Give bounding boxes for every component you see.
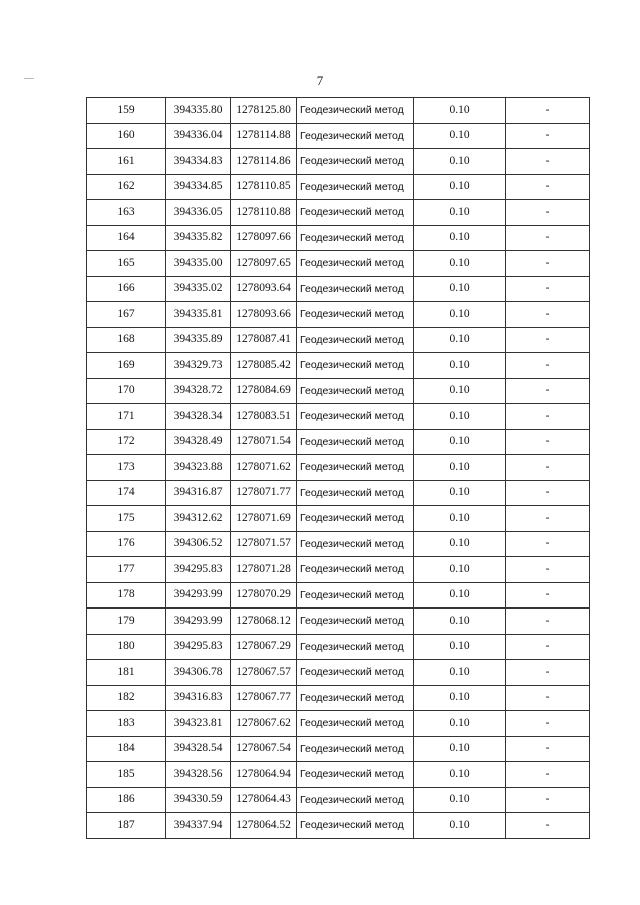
method-cell: Геодезический метод	[297, 608, 414, 634]
point-number-cell: 184	[87, 736, 166, 762]
table-row	[87, 276, 590, 302]
table-row	[87, 787, 590, 813]
note-cell: -	[506, 711, 590, 737]
table-row	[87, 762, 590, 788]
y-coordinate-cell: 1278114.86	[231, 149, 297, 175]
method-cell: Геодезический метод	[297, 660, 414, 686]
accuracy-cell: 0.10	[414, 660, 506, 686]
x-coordinate-cell: 394293.99	[166, 582, 231, 608]
x-coordinate-cell: 394336.05	[166, 200, 231, 226]
x-coordinate-cell: 394293.99	[166, 608, 231, 634]
point-number-cell: 166	[87, 276, 166, 302]
table-row	[87, 149, 590, 175]
point-number-cell: 168	[87, 327, 166, 353]
y-coordinate-cell: 1278071.77	[231, 480, 297, 506]
note-cell: -	[506, 251, 590, 277]
table-row	[87, 327, 590, 353]
point-number-cell: 171	[87, 404, 166, 430]
x-coordinate-cell: 394306.52	[166, 531, 231, 557]
method-cell: Геодезический метод	[297, 200, 414, 226]
table-row	[87, 225, 590, 251]
note-cell: -	[506, 685, 590, 711]
y-coordinate-cell: 1278067.29	[231, 634, 297, 660]
method-cell: Геодезический метод	[297, 429, 414, 455]
table-row	[87, 506, 590, 532]
x-coordinate-cell: 394316.87	[166, 480, 231, 506]
note-cell: -	[506, 736, 590, 762]
note-cell: -	[506, 378, 590, 404]
accuracy-cell: 0.10	[414, 557, 506, 583]
accuracy-cell: 0.10	[414, 251, 506, 277]
accuracy-cell: 0.10	[414, 762, 506, 788]
accuracy-cell: 0.10	[414, 480, 506, 506]
point-number-cell: 186	[87, 787, 166, 813]
x-coordinate-cell: 394328.49	[166, 429, 231, 455]
method-cell: Геодезический метод	[297, 225, 414, 251]
table-row	[87, 251, 590, 277]
accuracy-cell: 0.10	[414, 174, 506, 200]
accuracy-cell: 0.10	[414, 200, 506, 226]
y-coordinate-cell: 1278071.57	[231, 531, 297, 557]
accuracy-cell: 0.10	[414, 787, 506, 813]
accuracy-cell: 0.10	[414, 506, 506, 532]
x-coordinate-cell: 394335.00	[166, 251, 231, 277]
table-row	[87, 480, 590, 506]
x-coordinate-cell: 394335.80	[166, 98, 231, 124]
note-cell: -	[506, 98, 590, 124]
note-cell: -	[506, 149, 590, 175]
note-cell: -	[506, 174, 590, 200]
accuracy-cell: 0.10	[414, 327, 506, 353]
x-coordinate-cell: 394323.88	[166, 455, 231, 481]
x-coordinate-cell: 394329.73	[166, 353, 231, 379]
table-row	[87, 302, 590, 328]
method-cell: Геодезический метод	[297, 506, 414, 532]
method-cell: Геодезический метод	[297, 404, 414, 430]
point-number-cell: 165	[87, 251, 166, 277]
note-cell: -	[506, 813, 590, 839]
point-number-cell: 176	[87, 531, 166, 557]
accuracy-cell: 0.10	[414, 98, 506, 124]
y-coordinate-cell: 1278084.69	[231, 378, 297, 404]
point-number-cell: 162	[87, 174, 166, 200]
y-coordinate-cell: 1278093.64	[231, 276, 297, 302]
x-coordinate-cell: 394334.85	[166, 174, 231, 200]
accuracy-cell: 0.10	[414, 455, 506, 481]
x-coordinate-cell: 394328.56	[166, 762, 231, 788]
accuracy-cell: 0.10	[414, 429, 506, 455]
note-cell: -	[506, 762, 590, 788]
accuracy-cell: 0.10	[414, 813, 506, 839]
x-coordinate-cell: 394335.82	[166, 225, 231, 251]
note-cell: -	[506, 200, 590, 226]
method-cell: Геодезический метод	[297, 531, 414, 557]
accuracy-cell: 0.10	[414, 302, 506, 328]
note-cell: -	[506, 506, 590, 532]
accuracy-cell: 0.10	[414, 531, 506, 557]
point-number-cell: 177	[87, 557, 166, 583]
table-row	[87, 353, 590, 379]
note-cell: -	[506, 276, 590, 302]
y-coordinate-cell: 1278067.62	[231, 711, 297, 737]
x-coordinate-cell: 394312.62	[166, 506, 231, 532]
x-coordinate-cell: 394335.02	[166, 276, 231, 302]
y-coordinate-cell: 1278067.54	[231, 736, 297, 762]
y-coordinate-cell: 1278093.66	[231, 302, 297, 328]
point-number-cell: 169	[87, 353, 166, 379]
y-coordinate-cell: 1278110.88	[231, 200, 297, 226]
table-row	[87, 634, 590, 660]
y-coordinate-cell: 1278097.65	[231, 251, 297, 277]
method-cell: Геодезический метод	[297, 762, 414, 788]
y-coordinate-cell: 1278110.85	[231, 174, 297, 200]
x-coordinate-cell: 394295.83	[166, 634, 231, 660]
method-cell: Геодезический метод	[297, 480, 414, 506]
point-number-cell: 172	[87, 429, 166, 455]
table-row	[87, 813, 590, 839]
table-row	[87, 455, 590, 481]
point-number-cell: 181	[87, 660, 166, 686]
table-row	[87, 685, 590, 711]
x-coordinate-cell: 394334.83	[166, 149, 231, 175]
y-coordinate-cell: 1278071.62	[231, 455, 297, 481]
y-coordinate-cell: 1278071.69	[231, 506, 297, 532]
note-cell: -	[506, 787, 590, 813]
note-cell: -	[506, 480, 590, 506]
table-row	[87, 582, 590, 608]
method-cell: Геодезический метод	[297, 787, 414, 813]
x-coordinate-cell: 394316.83	[166, 685, 231, 711]
point-number-cell: 180	[87, 634, 166, 660]
x-coordinate-cell: 394306.78	[166, 660, 231, 686]
y-coordinate-cell: 1278083.51	[231, 404, 297, 430]
accuracy-cell: 0.10	[414, 608, 506, 634]
note-cell: -	[506, 531, 590, 557]
table-row	[87, 660, 590, 686]
accuracy-cell: 0.10	[414, 404, 506, 430]
x-coordinate-cell: 394335.89	[166, 327, 231, 353]
method-cell: Геодезический метод	[297, 327, 414, 353]
accuracy-cell: 0.10	[414, 634, 506, 660]
method-cell: Геодезический метод	[297, 378, 414, 404]
method-cell: Геодезический метод	[297, 634, 414, 660]
accuracy-cell: 0.10	[414, 149, 506, 175]
point-number-cell: 179	[87, 608, 166, 634]
point-number-cell: 163	[87, 200, 166, 226]
table-row	[87, 378, 590, 404]
table-row	[87, 123, 590, 149]
y-coordinate-cell: 1278114.88	[231, 123, 297, 149]
y-coordinate-cell: 1278070.29	[231, 582, 297, 608]
method-cell: Геодезический метод	[297, 685, 414, 711]
x-coordinate-cell: 394337.94	[166, 813, 231, 839]
accuracy-cell: 0.10	[414, 685, 506, 711]
method-cell: Геодезический метод	[297, 149, 414, 175]
method-cell: Геодезический метод	[297, 582, 414, 608]
point-number-cell: 187	[87, 813, 166, 839]
y-coordinate-cell: 1278067.57	[231, 660, 297, 686]
accuracy-cell: 0.10	[414, 711, 506, 737]
y-coordinate-cell: 1278071.54	[231, 429, 297, 455]
point-number-cell: 159	[87, 98, 166, 124]
point-number-cell: 160	[87, 123, 166, 149]
table-row	[87, 608, 590, 634]
method-cell: Геодезический метод	[297, 353, 414, 379]
point-number-cell: 161	[87, 149, 166, 175]
x-coordinate-cell: 394330.59	[166, 787, 231, 813]
coordinates-table	[86, 97, 590, 839]
note-cell: -	[506, 429, 590, 455]
accuracy-cell: 0.10	[414, 276, 506, 302]
table-row	[87, 200, 590, 226]
point-number-cell: 185	[87, 762, 166, 788]
table-row	[87, 531, 590, 557]
table-row	[87, 557, 590, 583]
method-cell: Геодезический метод	[297, 302, 414, 328]
y-coordinate-cell: 1278125.80	[231, 98, 297, 124]
y-coordinate-cell: 1278064.43	[231, 787, 297, 813]
table-row	[87, 736, 590, 762]
point-number-cell: 173	[87, 455, 166, 481]
method-cell: Геодезический метод	[297, 98, 414, 124]
note-cell: -	[506, 327, 590, 353]
method-cell: Геодезический метод	[297, 123, 414, 149]
y-coordinate-cell: 1278087.41	[231, 327, 297, 353]
y-coordinate-cell: 1278064.52	[231, 813, 297, 839]
point-number-cell: 164	[87, 225, 166, 251]
method-cell: Геодезический метод	[297, 557, 414, 583]
note-cell: -	[506, 123, 590, 149]
y-coordinate-cell: 1278064.94	[231, 762, 297, 788]
table-row	[87, 404, 590, 430]
method-cell: Геодезический метод	[297, 711, 414, 737]
y-coordinate-cell: 1278097.66	[231, 225, 297, 251]
note-cell: -	[506, 608, 590, 634]
note-cell: -	[506, 557, 590, 583]
y-coordinate-cell: 1278068.12	[231, 608, 297, 634]
y-coordinate-cell: 1278085.42	[231, 353, 297, 379]
method-cell: Геодезический метод	[297, 276, 414, 302]
note-cell: -	[506, 582, 590, 608]
method-cell: Геодезический метод	[297, 251, 414, 277]
x-coordinate-cell: 394323.81	[166, 711, 231, 737]
table-body	[87, 98, 590, 839]
y-coordinate-cell: 1278071.28	[231, 557, 297, 583]
method-cell: Геодезический метод	[297, 455, 414, 481]
method-cell: Геодезический метод	[297, 174, 414, 200]
page-number: 7	[316, 73, 324, 88]
accuracy-cell: 0.10	[414, 378, 506, 404]
point-number-cell: 174	[87, 480, 166, 506]
note-cell: -	[506, 660, 590, 686]
table-row	[87, 711, 590, 737]
note-cell: -	[506, 404, 590, 430]
x-coordinate-cell: 394336.04	[166, 123, 231, 149]
method-cell: Геодезический метод	[297, 813, 414, 839]
accuracy-cell: 0.10	[414, 736, 506, 762]
point-number-cell: 175	[87, 506, 166, 532]
note-cell: -	[506, 634, 590, 660]
x-coordinate-cell: 394328.72	[166, 378, 231, 404]
accuracy-cell: 0.10	[414, 123, 506, 149]
note-cell: -	[506, 455, 590, 481]
x-coordinate-cell: 394295.83	[166, 557, 231, 583]
note-cell: -	[506, 353, 590, 379]
method-cell: Геодезический метод	[297, 736, 414, 762]
point-number-cell: 183	[87, 711, 166, 737]
x-coordinate-cell: 394335.81	[166, 302, 231, 328]
x-coordinate-cell: 394328.34	[166, 404, 231, 430]
note-cell: -	[506, 302, 590, 328]
accuracy-cell: 0.10	[414, 353, 506, 379]
y-coordinate-cell: 1278067.77	[231, 685, 297, 711]
point-number-cell: 167	[87, 302, 166, 328]
note-cell: -	[506, 225, 590, 251]
table-row	[87, 174, 590, 200]
accuracy-cell: 0.10	[414, 582, 506, 608]
table-row	[87, 429, 590, 455]
table-row	[87, 98, 590, 124]
x-coordinate-cell: 394328.54	[166, 736, 231, 762]
accuracy-cell: 0.10	[414, 225, 506, 251]
point-number-cell: 182	[87, 685, 166, 711]
point-number-cell: 178	[87, 582, 166, 608]
point-number-cell: 170	[87, 378, 166, 404]
